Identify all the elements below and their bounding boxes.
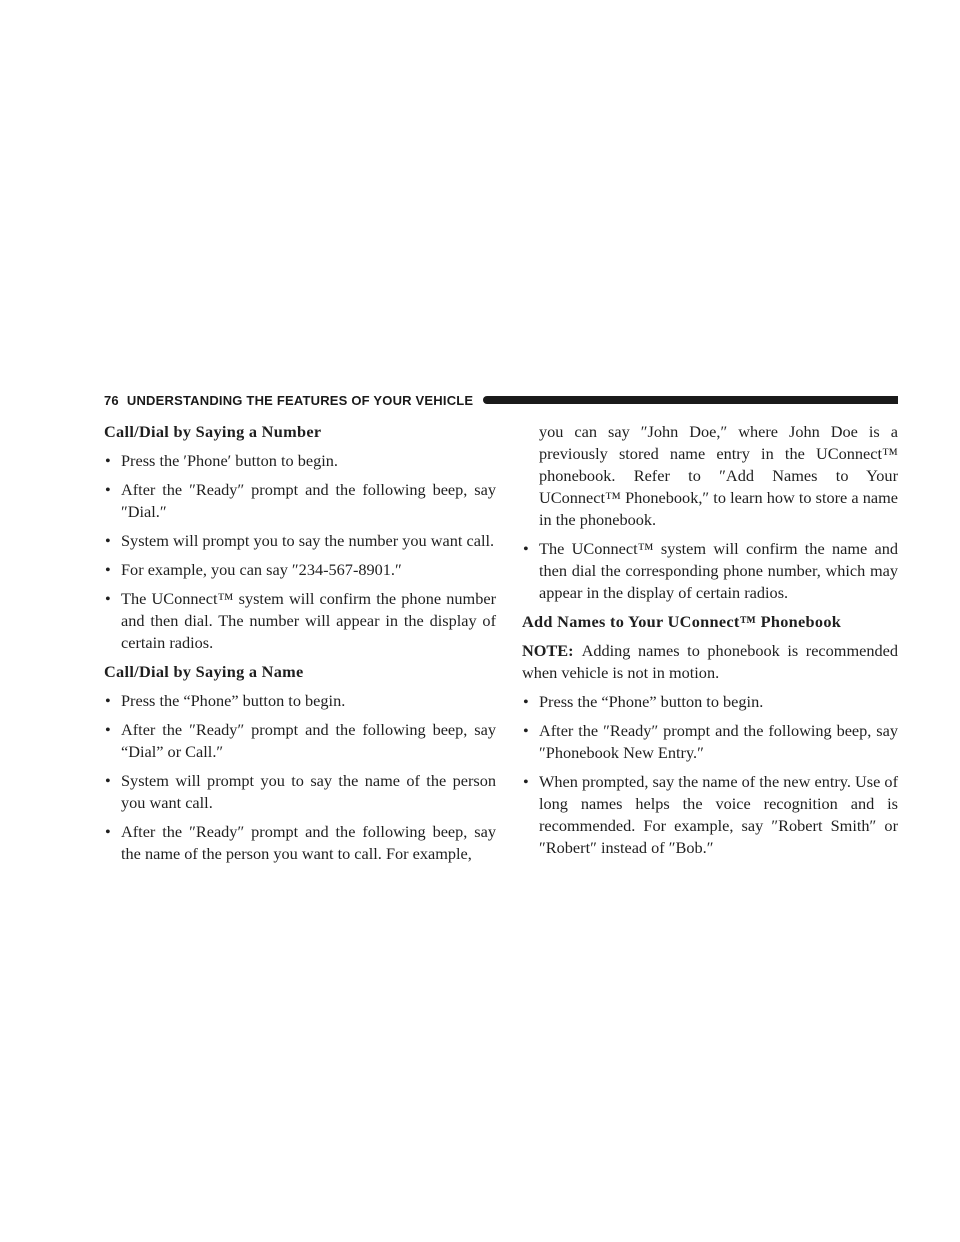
list-item: • After the ″Ready″ prompt and the following beep, say ″Phonebook New Entry.″ [522, 720, 898, 764]
list-item: • After the ″Ready″ prompt and the following beep, say “Dial” or Call.″ [104, 719, 496, 763]
list-item: • For example, you can say ″234-567-8901.″ [104, 559, 496, 581]
heading-call-dial-number: Call/Dial by Saying a Number [104, 422, 322, 441]
right-column [522, 421, 898, 866]
note-paragraph [522, 640, 898, 684]
heading-add-names: Add Names to Your UConnect™ Phonebook [522, 612, 842, 631]
list-item: • Press the “Phone” button to begin. [522, 691, 898, 713]
list-item: • After the ″Ready″ prompt and the following beep, say the name of the person you want to call. For example, [104, 821, 496, 865]
list-item: • After the ″Ready″ prompt and the following beep, say ″Dial.″ [104, 479, 496, 523]
page-header [104, 391, 898, 409]
continued-paragraph: you can say ″John Doe,″ where John Doe is a previously stored name entry in the UConnect™ phonebook. Refer to ″Add Names to Your UConnect™ Phonebook,″ to learn how to store a name in the phonebook. [539, 422, 898, 529]
page-number: 76 [104, 392, 119, 408]
left-column [104, 421, 496, 872]
header-rule [483, 396, 898, 404]
list-item: • The UConnect™ system will confirm the name and then dial the corresponding phone number, which may appear in the display of certain radios. [522, 538, 898, 604]
list-item: • System will prompt you to say the name of the person you want call. [104, 770, 496, 814]
list-item: • System will prompt you to say the number you want call. [104, 530, 496, 552]
section-title: UNDERSTANDING THE FEATURES OF YOUR VEHICLE [126, 392, 474, 408]
list-item: • When prompted, say the name of the new entry. Use of long names helps the voice recognition and is recommended. For example, say ″Robert Smith″ or ″Robert″ instead of ″Bob.″ [522, 771, 898, 859]
note-text: Adding names to phonebook is recommended when vehicle is not in motion. [522, 641, 898, 682]
note-label: NOTE: [522, 641, 574, 660]
list-item: • The UConnect™ system will confirm the phone number and then dial. The number will appear in the display of certain radios. [104, 588, 496, 654]
heading-call-dial-name: Call/Dial by Saying a Name [104, 662, 304, 681]
list-item: • Press the “Phone” button to begin. [104, 690, 496, 712]
list-item: • Press the ′Phone′ button to begin. [104, 450, 496, 472]
